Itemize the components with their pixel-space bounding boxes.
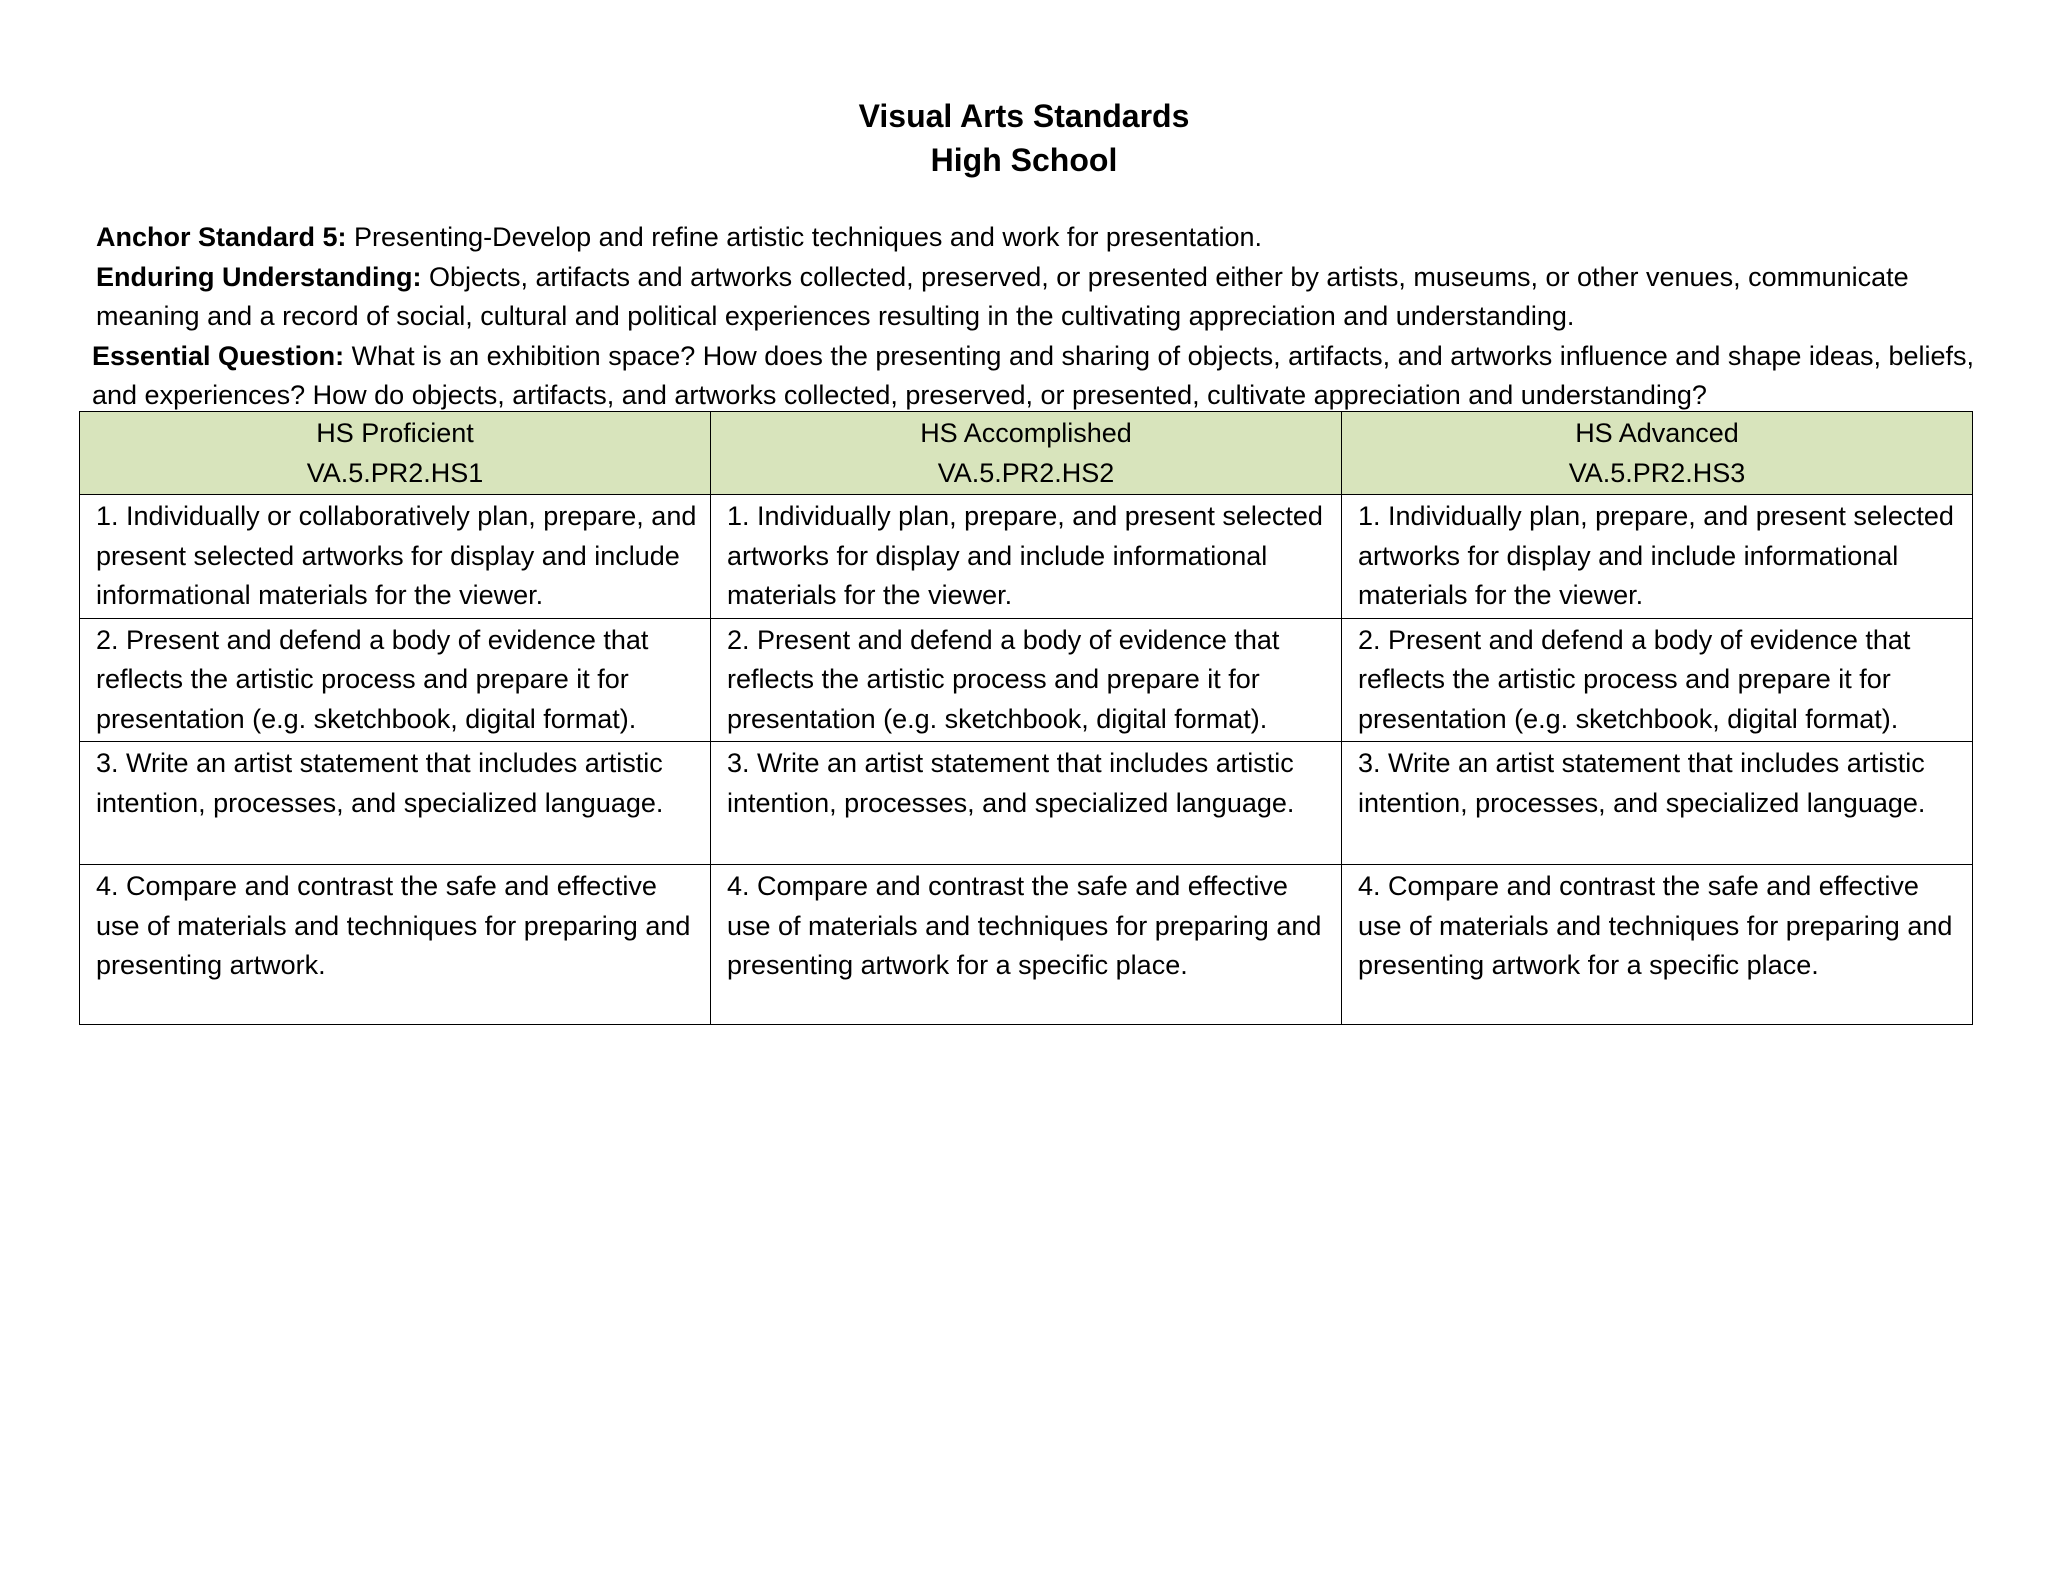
table-cell: 3. Write an artist statement that includes artistic intention, processes, and specialized language. <box>80 742 711 865</box>
header-advanced <box>1342 412 1973 495</box>
enduring-understanding-text: Objects, artifacts and artworks collected, preserved, or presented either by artists, museums, or other venues, communicate meaning and a record of social, cultural and political experiences resulting in the cultivating appreciation and understanding. <box>96 261 1909 331</box>
enduring-understanding <box>96 258 1996 337</box>
table-cell: 4. Compare and contrast the safe and effective use of materials and techniques for preparing and presenting artwork for a specific place. <box>711 865 1342 1025</box>
table-cell: 3. Write an artist statement that includes artistic intention, processes, and specialized language. <box>1342 742 1973 865</box>
standards-table <box>79 411 1973 1025</box>
essential-question-text: What is an exhibition space? How does the presenting and sharing of objects, artifacts, and artworks influence and shape ideas, beliefs, and experiences? How do objects, artifacts, and artworks collected, preserved, or presented, cultivate appreciation and understanding? <box>92 340 1975 410</box>
header-level: HS Accomplished <box>920 418 1132 448</box>
table-cell: 1. Individually plan, prepare, and present selected artworks for display and include informational materials for the viewer. <box>1342 495 1973 619</box>
table-cell: 1. Individually or collaboratively plan, prepare, and present selected artworks for display and include informational materials for the viewer. <box>80 495 711 619</box>
anchor-standard <box>96 218 1996 258</box>
table-cell: 4. Compare and contrast the safe and effective use of materials and techniques for preparing and presenting artwork. <box>80 865 711 1025</box>
table-row <box>80 618 1973 742</box>
table-cell: 2. Present and defend a body of evidence that reflects the artistic process and prepare it for presentation (e.g. sketchbook, digital format). <box>1342 618 1973 742</box>
table-row <box>80 495 1973 619</box>
header-level: HS Advanced <box>1575 418 1739 448</box>
header-code: VA.5.PR2.HS2 <box>937 457 1115 488</box>
anchor-standard-text: Presenting-Develop and refine artistic techniques and work for presentation. <box>346 222 1263 252</box>
page-title <box>0 94 2048 182</box>
header-accomplished <box>711 412 1342 495</box>
enduring-understanding-label: Enduring Understanding: <box>96 261 422 292</box>
table-row <box>80 742 1973 865</box>
header-code: VA.5.PR2.HS3 <box>1568 457 1746 488</box>
table-header-row <box>80 412 1973 495</box>
table-cell: 4. Compare and contrast the safe and effective use of materials and techniques for preparing and presenting artwork for a specific place. <box>1342 865 1973 1025</box>
header-code: VA.5.PR2.HS1 <box>306 457 484 488</box>
table-cell: 2. Present and defend a body of evidence that reflects the artistic process and prepare it for presentation (e.g. sketchbook, digital format). <box>711 618 1342 742</box>
header-level: HS Proficient <box>316 418 474 448</box>
table-cell: 2. Present and defend a body of evidence that reflects the artistic process and prepare it for presentation (e.g. sketchbook, digital format). <box>80 618 711 742</box>
essential-question-label: Essential Question: <box>92 340 345 371</box>
anchor-standard-label: Anchor Standard 5: <box>96 222 347 252</box>
standard-intro <box>92 218 1996 416</box>
table-row <box>80 865 1973 1025</box>
table-cell: 1. Individually plan, prepare, and present selected artworks for display and include informational materials for the viewer. <box>711 495 1342 619</box>
table-cell: 3. Write an artist statement that includes artistic intention, processes, and specialized language. <box>711 742 1342 865</box>
header-proficient <box>80 412 711 495</box>
title-line-2: High School <box>930 142 1118 178</box>
title-line-1: Visual Arts Standards <box>858 98 1190 134</box>
essential-question <box>92 337 1996 416</box>
